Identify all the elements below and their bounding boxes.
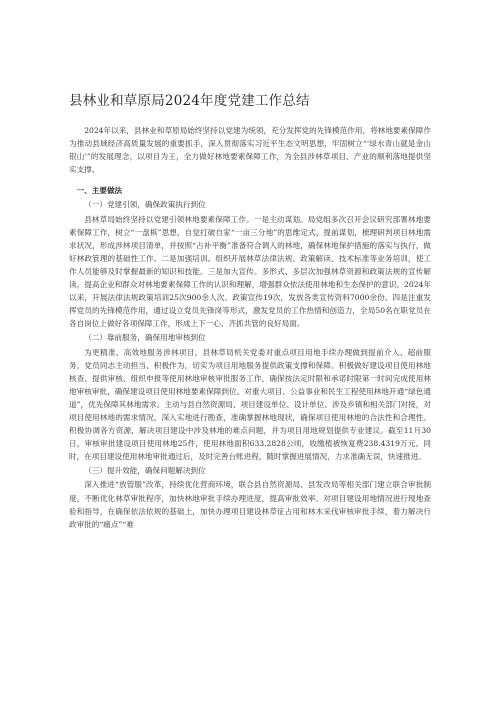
intro-paragraph: 2024年以来，县林业和草原局始终坚持以党建为统领，充分发挥党的先锋模范作用，将林地要素保障作为推动县域经济高质量发展的重要抓手，深入贯彻落实习近平生态文明思想，牢固树立“‘绿水青山就是金山银山’”的发展理念，以项目为王，全力做好林地要素保障工作，为全县涉林草项目、产业的顺利落地提供坚实支撑。 (69, 126, 431, 175)
spacer (69, 176, 431, 182)
subheading-party-leadership: （一）党建引领，确保政策执行到位 (84, 200, 206, 210)
subheading-efficiency: （三）提升效能，确保问题解决到位 (84, 466, 206, 476)
document-body (69, 124, 431, 531)
paragraph-efficiency: 深入推进“放管服”改革，持续优化营商环境，联合县自然资源局、县发改局等相关部门建立联合审批制度，不断优化林草审批程序，加快林地审批手续办理进度，提高审批效率。对项目建设用地情况进行现地查验和指导，在确保依法依规的基础上，加快办理项目建设林草征占用和林木采伐审核审批手续，着力解决行政审批的“痛点”“难 (69, 480, 431, 529)
paragraph-frontline-service: 为更精准、高效地服务涉林项目，县林草局机关党委对重点项目用地手续办理做到提前介入、超前服务，党员同志主动担当、积极作为，切实为项目用地服务提供政策支撑和保障。积极做好建设项目使用林地核查、提供审核、组织申报等使用林地审核审批服务工作，确保按法定时限和承诺时限第一时间完成使用林地审核审批，确保建设项目使用林地要素保障到位。对重大项目、公益事业和民生工程使用林地开通“绿色通道”，优先保障其林地需求。主动与县自然资源局、项目建设单位、设计单位、涉及乡镇和相关部门对接，对项目使用林地的需求情况，深入实地进行勘查，准确掌握林地现状，确保项目使用林地的合法性和合理性。积极协调各方资源，解决项目建设中涉及林地的难点问题，并为项目用地规划提供专业建议。截至11月30日，审核审批建设项目使用林地25件，使用林地面积633.2828公顷，收缴植被恢复费238.4319万元。同时，在项目建设使用林地审批通过后，及时完善台账进程，随时掌握进展情况，力求准确无误，快速推进。 (69, 347, 431, 462)
paragraph-party-leadership: 县林草局始终坚持以党建引领林地要素保障工作。一是主动谋划。局党组多次召开会议研究部署林地要素保障工作，树立“一盘棋”思想，自觉打破自家“一亩三分地”的思维定式，提前谋划，梳理研判项目林地需求状况，形成涉林项目清单，并按照“占补平衡”准备符合调入的林地，确保林地保护措施的落实与执行，做好林政管理的基础性工作。二是加强培训。组织开展林草法律法规、政策解读、技术标准等业务培训，使工作人员能够及时掌握最新的知识和技能。三是加大宣传。多形式、多层次加强林草资源和政策法规的宣传解读，提高企业和群众对林地要素保障工作的认识和理解，增强群众依法使用林地和生态保护的意识。2024年以来，开展法律法规政策培训25次900余人次、政策宣传19次，发放各类宣传资料7000余份。四是注重发挥党员的先锋模范作用，通过设立党员先锋岗等形式，激发党员的工作热情和创造力，全局50名在职党员在各自岗位上做好各项保障工作，形成上下一心、齐抓共管的良好局面。 (69, 214, 431, 329)
section-heading-main-practices: 一、主要做法 (76, 186, 123, 196)
page-title: 县林业和草原局2024年度党建工作总结 (69, 93, 310, 109)
subheading-frontline-service: （二）靠前服务，确保用地审核到位 (84, 333, 206, 343)
